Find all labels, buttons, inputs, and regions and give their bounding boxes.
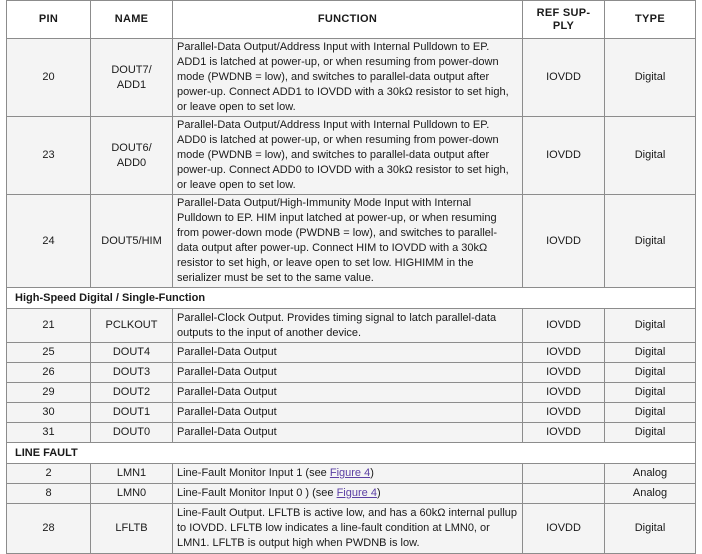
type-cell: Digital <box>605 504 696 554</box>
table-row <box>7 363 696 383</box>
pin-cell: 21 <box>7 309 91 343</box>
supply-cell: IOVDD <box>523 39 605 117</box>
pin-cell: 25 <box>7 343 91 363</box>
table-row <box>7 309 696 343</box>
table-row <box>7 343 696 363</box>
table-row <box>7 484 696 504</box>
pin-cell: 29 <box>7 383 91 403</box>
header-function: FUNCTION <box>173 1 523 39</box>
section-heading: LINE FAULT <box>7 443 696 464</box>
function-cell: Parallel-Data Output <box>173 343 523 363</box>
function-cell: Parallel-Clock Output. Provides timing signal to latch parallel-data outputs to the input of another device. <box>173 309 523 343</box>
pin-cell: 8 <box>7 484 91 504</box>
header-type: TYPE <box>605 1 696 39</box>
section-row-line-fault <box>7 443 696 464</box>
supply-cell: IOVDD <box>523 423 605 443</box>
supply-cell: IOVDD <box>523 504 605 554</box>
supply-cell: IOVDD <box>523 117 605 195</box>
table-row <box>7 117 696 195</box>
supply-cell: IOVDD <box>523 383 605 403</box>
table-row <box>7 195 696 288</box>
function-cell <box>173 484 523 504</box>
supply-cell: IOVDD <box>523 309 605 343</box>
table-row <box>7 39 696 117</box>
function-cell: Parallel-Data Output <box>173 383 523 403</box>
name-cell: DOUT6/ ADD0 <box>91 117 173 195</box>
supply-cell: IOVDD <box>523 195 605 288</box>
name-cell: LMN0 <box>91 484 173 504</box>
name-cell: DOUT5/HIM <box>91 195 173 288</box>
pin-cell: 28 <box>7 504 91 554</box>
type-cell: Analog <box>605 484 696 504</box>
pin-cell: 23 <box>7 117 91 195</box>
header-ref-supply: REF SUP-PLY <box>523 1 605 39</box>
header-name: NAME <box>91 1 173 39</box>
function-cell: Parallel-Data Output <box>173 423 523 443</box>
pin-cell: 20 <box>7 39 91 117</box>
name-cell: DOUT7/ ADD1 <box>91 39 173 117</box>
pin-cell: 30 <box>7 403 91 423</box>
table-row <box>7 504 696 554</box>
supply-cell: IOVDD <box>523 403 605 423</box>
header-row <box>7 1 696 39</box>
type-cell: Digital <box>605 309 696 343</box>
function-text: ) <box>376 487 381 499</box>
figure-4-link[interactable]: Figure 4 <box>336 487 377 499</box>
name-cell: PCLKOUT <box>91 309 173 343</box>
pin-cell: 24 <box>7 195 91 288</box>
name-cell: LMN1 <box>91 464 173 484</box>
type-cell: Digital <box>605 363 696 383</box>
type-cell: Digital <box>605 423 696 443</box>
supply-cell <box>523 464 605 484</box>
function-cell <box>173 464 523 484</box>
section-row-high-speed <box>7 288 696 309</box>
name-cell: LFLTB <box>91 504 173 554</box>
supply-cell <box>523 484 605 504</box>
function-text: Line-Fault Monitor Input 1 (see <box>177 467 330 479</box>
name-cell: DOUT1 <box>91 403 173 423</box>
pin-description-table <box>6 0 696 554</box>
pin-cell: 26 <box>7 363 91 383</box>
type-cell: Digital <box>605 343 696 363</box>
section-heading: High-Speed Digital / Single-Function <box>7 288 696 309</box>
function-cell: Line-Fault Output. LFLTB is active low, and has a 60kΩ internal pullup to IOVDD. LFLTB low indicates a line-fault condition at LMN0, or LMN1. LFLTB is output high when PWDNB is low. <box>173 504 523 554</box>
function-text: Line-Fault Monitor Input 0 ) (see <box>177 487 337 499</box>
table-row <box>7 383 696 403</box>
table-row <box>7 464 696 484</box>
table-row <box>7 403 696 423</box>
function-text: ) <box>370 467 374 479</box>
supply-cell: IOVDD <box>523 343 605 363</box>
pin-cell: 2 <box>7 464 91 484</box>
name-cell: DOUT0 <box>91 423 173 443</box>
function-cell: Parallel-Data Output <box>173 403 523 423</box>
function-cell: Parallel-Data Output/High-Immunity Mode Input with Internal Pulldown to EP. HIM input latched at power-up, or when resuming from power-down mode (PWDNB = low), and switches to parallel-data output after power-up. Connect HIM to IOVDD with a 30kΩ resistor to set high, or leave open to set low. HIGHIMM in the serializer must be set to the same value. <box>173 195 523 288</box>
header-pin: PIN <box>7 1 91 39</box>
type-cell: Digital <box>605 383 696 403</box>
name-cell: DOUT4 <box>91 343 173 363</box>
table-row <box>7 423 696 443</box>
name-cell: DOUT3 <box>91 363 173 383</box>
name-cell: DOUT2 <box>91 383 173 403</box>
function-cell: Parallel-Data Output/Address Input with Internal Pulldown to EP. ADD1 is latched at power-up, or when resuming from power-down mode (PWDNB = low), and switches to parallel-data output after power-up. Connect ADD1 to IOVDD with a 30kΩ resistor to set high, or leave open to set low. <box>173 39 523 117</box>
type-cell: Analog <box>605 464 696 484</box>
supply-cell: IOVDD <box>523 363 605 383</box>
figure-4-link[interactable]: Figure 4 <box>329 467 371 479</box>
type-cell: Digital <box>605 39 696 117</box>
function-cell: Parallel-Data Output <box>173 363 523 383</box>
pin-cell: 31 <box>7 423 91 443</box>
function-cell: Parallel-Data Output/Address Input with Internal Pulldown to EP. ADD0 is latched at power-up, or when resuming from power-down mode (PWDNB = low), and switches to parallel-data output after power-up. Connect ADD0 to IOVDD with a 30kΩ resistor to set high, or leave open to set low. <box>173 117 523 195</box>
type-cell: Digital <box>605 195 696 288</box>
type-cell: Digital <box>605 117 696 195</box>
type-cell: Digital <box>605 403 696 423</box>
